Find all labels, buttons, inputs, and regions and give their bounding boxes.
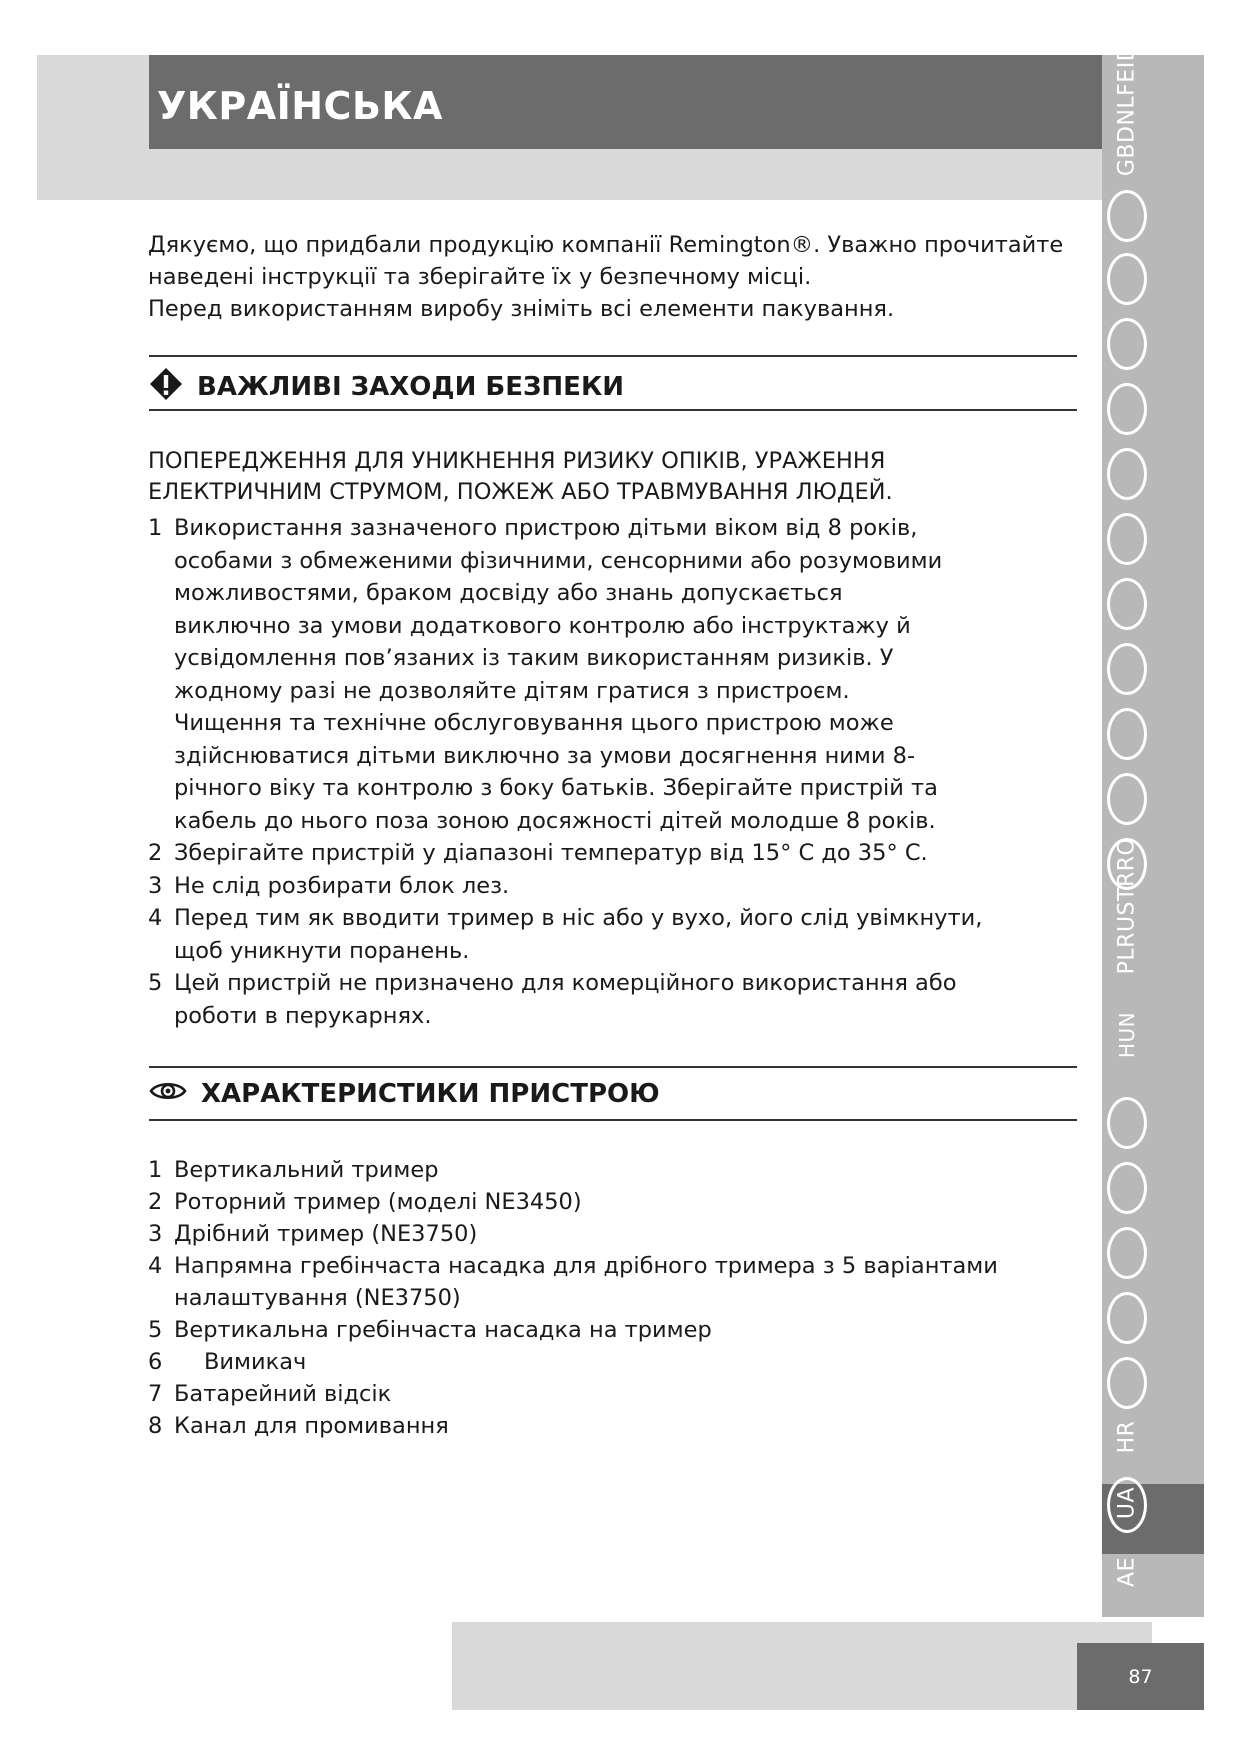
- language-tab-icon[interactable]: [1107, 773, 1147, 825]
- language-tab-icon[interactable]: [1107, 448, 1147, 500]
- list-item-text: Вимикач: [204, 1349, 307, 1375]
- list-item-text: Вертикальний тример: [174, 1157, 439, 1183]
- language-tab-icon[interactable]: [1107, 643, 1147, 695]
- list-item-text: Зберігайте пристрій у діапазоні температур від 15° C до 35° C.: [174, 840, 928, 866]
- language-tab-icon[interactable]: [1107, 1357, 1147, 1409]
- language-tab-icon[interactable]: [1107, 578, 1147, 630]
- list-item-number: 5: [148, 970, 163, 996]
- safety-heading-text: ВАЖЛИВІ ЗАХОДИ БЕЗПЕКИ: [197, 372, 624, 402]
- list-item: [148, 1410, 1024, 1442]
- language-label-ae[interactable]: AE: [1114, 1557, 1140, 1587]
- language-label-top[interactable]: GBDNLFEID: [1114, 43, 1140, 177]
- list-item-number: 6: [148, 1349, 163, 1375]
- list-item: [148, 837, 1074, 870]
- page-number: 87: [1128, 1665, 1153, 1688]
- section-divider: [149, 355, 1077, 357]
- features-heading-text: ХАРАКТЕРИСТИКИ ПРИСТРОЮ: [201, 1079, 660, 1109]
- list-item-text: Батарейний відсік: [174, 1381, 392, 1407]
- list-item: [148, 1154, 1024, 1186]
- list-item-number: 1: [148, 1157, 163, 1183]
- list-item: [148, 902, 1074, 967]
- list-item-number: 2: [148, 1189, 163, 1215]
- section-divider: [149, 1119, 1077, 1121]
- language-label-hun[interactable]: HUN: [1115, 1011, 1139, 1059]
- list-item-number: 5: [148, 1317, 163, 1343]
- list-item: [148, 1218, 1024, 1250]
- list-item-number: 7: [148, 1381, 163, 1407]
- language-tab-icon[interactable]: [1107, 383, 1147, 435]
- footer-band: [452, 1622, 1152, 1710]
- language-tab-icon[interactable]: [1107, 1162, 1147, 1214]
- language-tab-icon[interactable]: [1107, 190, 1147, 242]
- list-item-text: Використання зазначеного пристрою дітьми віком від 8 років, особами з обмеженими фізичними, сенсорними або розумовими можливостями, браком досвіду або знань допускається виключно за умови додаткового контролю або інструктажу й усвідомлення пов’язаних із таким використанням ризиків. У жодному разі не дозволяйте дітям гратися з пристроєм. Чищення та технічне обслуговування цього пристрою може здійснюватися дітьми виключно за умови досягнення ними 8-річного віку та контролю з боку батьків. Зберігайте пристрій та кабель до нього поза зоною досяжності дітей молодше 8 років.: [174, 515, 943, 834]
- language-tab-icon[interactable]: [1107, 1227, 1147, 1279]
- section-divider: [149, 1066, 1077, 1068]
- features-list: [148, 1154, 1024, 1442]
- language-label-mid[interactable]: PLRUSTRRO: [1114, 837, 1140, 975]
- page-title: УКРАЇНСЬКА: [157, 84, 443, 128]
- list-item-number: 3: [148, 1221, 163, 1247]
- warning-text: ПОПЕРЕДЖЕННЯ ДЛЯ УНИКНЕННЯ РИЗИКУ ОПІКІВ, УРАЖЕННЯ ЕЛЕКТРИЧНИМ СТРУМОМ, ПОЖЕЖ АБО ТРАВМУВАННЯ ЛЮДЕЙ.: [148, 448, 893, 505]
- list-item: [148, 512, 1074, 837]
- safety-heading: [149, 369, 624, 405]
- title-bar: [149, 55, 1102, 149]
- list-item: [148, 1346, 1024, 1378]
- features-heading: [149, 1076, 660, 1112]
- language-label-ua[interactable]: UA: [1114, 1486, 1140, 1520]
- language-label-hr[interactable]: HR: [1114, 1420, 1140, 1454]
- language-tab-icon[interactable]: [1107, 513, 1147, 565]
- list-item: [148, 1378, 1024, 1410]
- language-tab-icon[interactable]: [1107, 318, 1147, 370]
- warning-icon: [149, 367, 183, 408]
- list-item-number: 2: [148, 840, 163, 866]
- list-item: [148, 1250, 1024, 1314]
- safety-list: [148, 512, 1074, 1032]
- language-tab-icon[interactable]: [1107, 253, 1147, 305]
- list-item-text: Напрямна гребінчаста насадка для дрібного тримера з 5 варіантами налаштування (NE3750): [174, 1253, 998, 1311]
- list-item-text: Дрібний тример (NE3750): [174, 1221, 478, 1247]
- list-item: [148, 967, 1074, 1032]
- intro-paragraph: [148, 229, 1068, 325]
- section-divider: [149, 409, 1077, 411]
- page-number-box: [1077, 1643, 1204, 1710]
- list-item-number: 4: [148, 1253, 163, 1279]
- list-item-number: 4: [148, 905, 163, 931]
- language-tab-icon[interactable]: [1107, 1097, 1147, 1149]
- warning-paragraph: [148, 446, 893, 508]
- list-item: [148, 1186, 1024, 1218]
- list-item-text: Цей пристрій не призначено для комерційного використання або роботи в перукарнях.: [174, 970, 957, 1029]
- list-item-number: 8: [148, 1413, 163, 1439]
- list-item: [148, 1314, 1024, 1346]
- list-item-text: Не слід розбирати блок лез.: [174, 872, 510, 899]
- eye-icon: [149, 1079, 187, 1110]
- list-item-number: 1: [148, 515, 163, 541]
- list-item-number: 3: [148, 872, 163, 899]
- list-item-text: Вертикальна гребінчаста насадка на тример: [174, 1317, 712, 1343]
- list-item-text: Перед тим як вводити тример в ніс або у вухо, його слід увімкнути, щоб уникнути поранень.: [174, 905, 983, 964]
- list-item: [148, 870, 1074, 903]
- language-tab-icon[interactable]: [1107, 1292, 1147, 1344]
- language-tab-icon[interactable]: [1107, 708, 1147, 760]
- list-item-text: Канал для промивання: [174, 1413, 449, 1439]
- intro-text: Дякуємо, що придбали продукцію компанії Remington®. Уважно прочитайте наведені інструкції та зберігайте їх у безпечному місці. Перед використанням виробу зніміть всі елементи пакування.: [148, 232, 1064, 322]
- list-item-text: Роторний тример (моделі NE3450): [174, 1189, 582, 1215]
